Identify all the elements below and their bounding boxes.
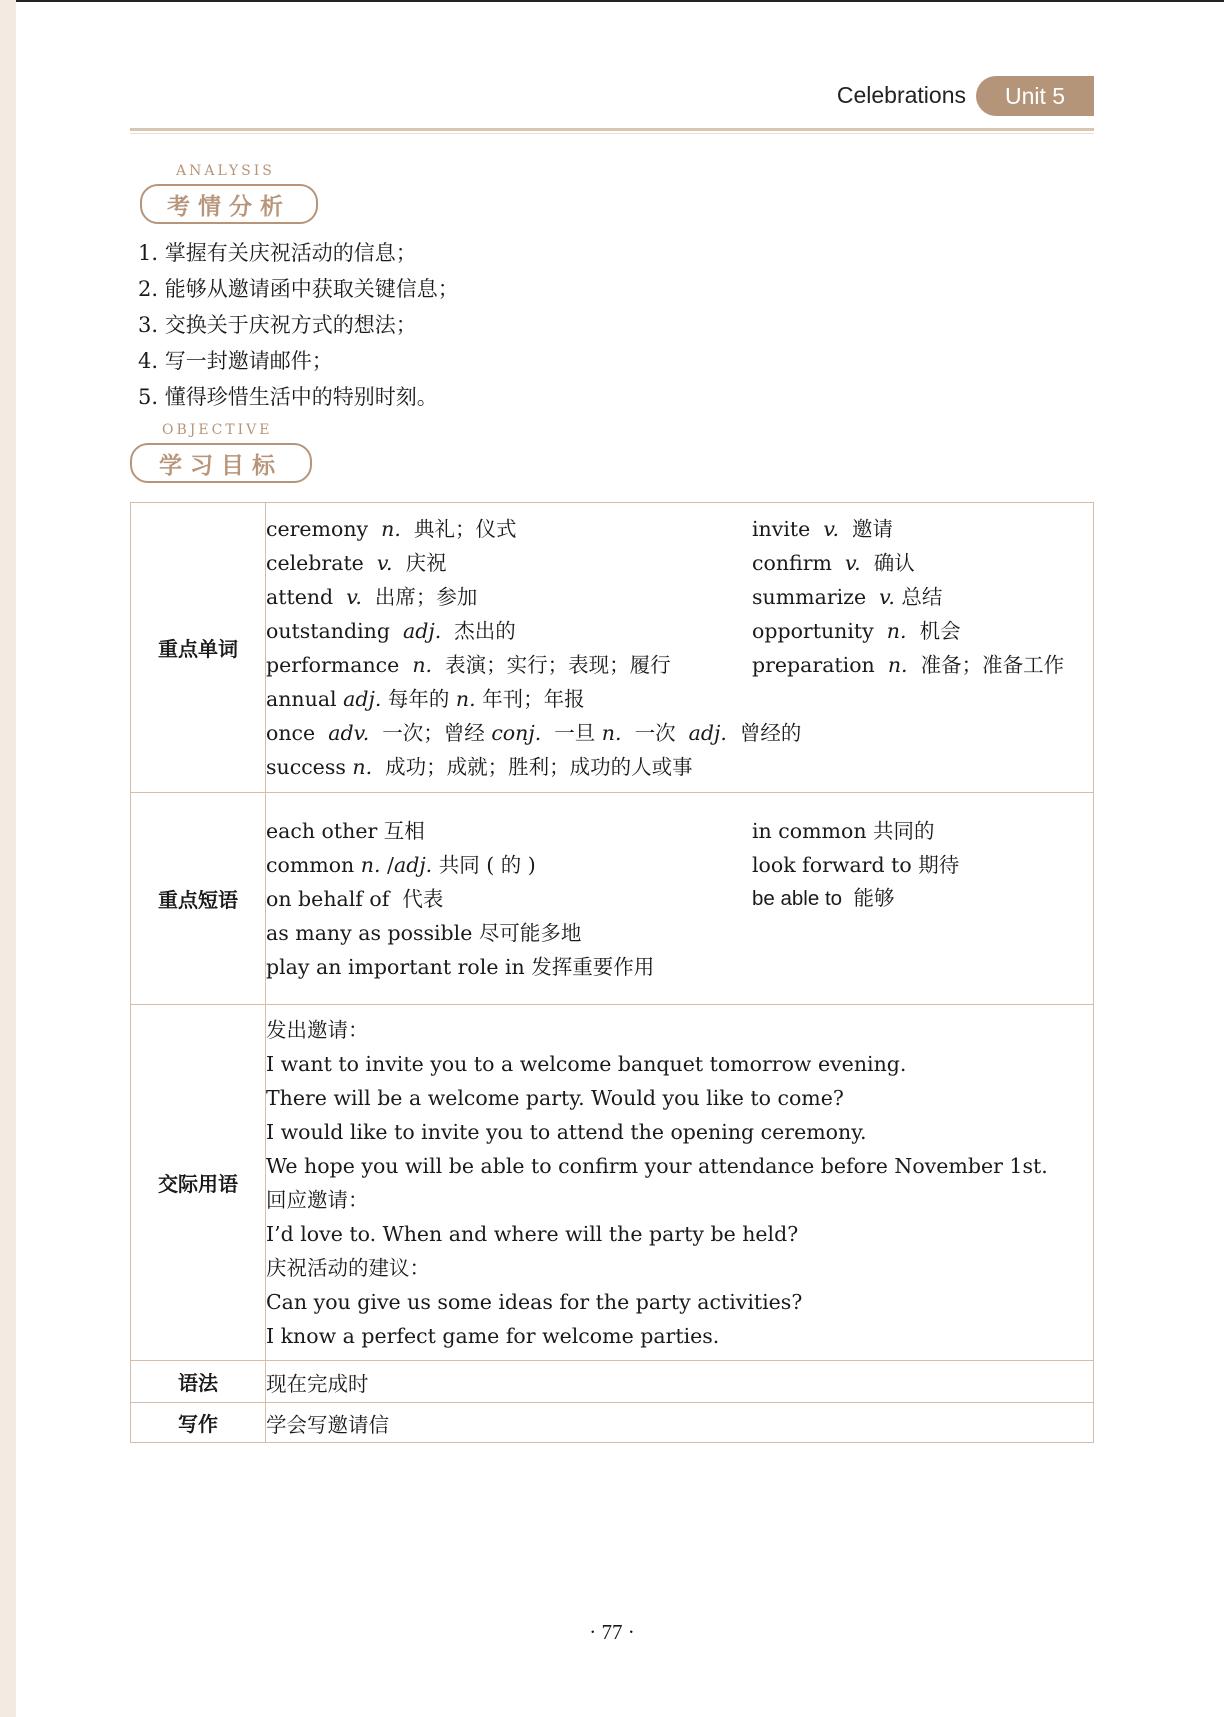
- vocab-entry: success n. 成功；成就；胜利；成功的人或事: [266, 754, 693, 779]
- phrase-entry: look forward to 期待: [752, 852, 960, 877]
- page-number: · 77 ·: [589, 1620, 635, 1644]
- writing-cell: 学会写邀请信: [266, 1403, 1094, 1443]
- vocab-entry: once adv. 一次；曾经 conj. 一旦 n. 一次 adj. 曾经的: [266, 720, 802, 745]
- table-row: [131, 1403, 1094, 1443]
- analysis-label-badge: 考情分析: [140, 184, 318, 224]
- list-item: 1. 掌握有关庆祝活动的信息；: [138, 241, 417, 265]
- objectives-table: [130, 502, 1094, 1443]
- vocab-entry: annual adj. 每年的 n. 年刊；年报: [266, 686, 585, 711]
- table-row: [131, 503, 1094, 793]
- page-edge-strip: [0, 0, 16, 1717]
- vocab-entry: celebrate v. 庆祝: [266, 550, 447, 575]
- vocab-entry: performance n. 表演；实行；表现；履行: [266, 652, 671, 677]
- category-cell: 写作: [131, 1403, 266, 1443]
- vocab-cell: [266, 503, 1094, 793]
- phrase-entry: common n. /adj. 共同 ( 的 ): [266, 852, 536, 877]
- comm-heading: 回应邀请：: [266, 1187, 369, 1212]
- table-row: [131, 793, 1094, 1005]
- category-cell: 语法: [131, 1361, 266, 1403]
- unit-badge: Unit 5: [976, 76, 1094, 116]
- phrase-entry: as many as possible 尽可能多地: [266, 920, 582, 945]
- table-row: [131, 1005, 1094, 1361]
- vocab-entry: confirm v. 确认: [752, 550, 915, 575]
- phrase-entry: play an important role in 发挥重要作用: [266, 954, 655, 979]
- objective-label-en: OBJECTIVE: [162, 422, 273, 438]
- vocab-entry: attend v. 出席；参加: [266, 584, 478, 609]
- header-rule: [130, 128, 1094, 131]
- vocab-entry: outstanding adj. 杰出的: [266, 618, 516, 643]
- grammar-cell: 现在完成时: [266, 1361, 1094, 1403]
- list-item: 5. 懂得珍惜生活中的特别时刻。: [138, 385, 438, 409]
- vocab-entry: preparation n. 准备；准备工作: [752, 652, 1065, 677]
- header-rule-thin: [130, 133, 1094, 134]
- list-item: 2. 能够从邀请函中获取关键信息；: [138, 277, 459, 301]
- list-item: 3. 交换关于庆祝方式的想法；: [138, 313, 417, 337]
- communication-cell: [266, 1005, 1094, 1361]
- comm-sentence: I know a perfect game for welcome parties.: [266, 1323, 720, 1348]
- comm-sentence: I want to invite you to a welcome banquet tomorrow evening.: [266, 1051, 907, 1076]
- vocab-entry: summarize v. 总结: [752, 584, 943, 609]
- analysis-list: [138, 235, 459, 415]
- vocab-entry: ceremony n. 典礼；仪式: [266, 516, 517, 541]
- list-item: 4. 写一封邀请邮件；: [138, 349, 333, 373]
- comm-sentence: There will be a welcome party. Would you like to come?: [266, 1085, 844, 1110]
- vocab-entry: opportunity n. 机会: [752, 618, 961, 643]
- category-cell: 交际用语: [131, 1005, 266, 1361]
- chapter-title: Celebrations: [836, 82, 966, 108]
- category-cell: 重点单词: [131, 503, 266, 793]
- phrase-entry: each other 互相: [266, 818, 425, 843]
- analysis-label-en: ANALYSIS: [176, 163, 275, 179]
- phrase-entry: in common 共同的: [752, 818, 935, 843]
- category-cell: 重点短语: [131, 793, 266, 1005]
- comm-heading: 庆祝活动的建议：: [266, 1255, 430, 1280]
- table-row: [131, 1361, 1094, 1403]
- phrase-entry: be able to 能够: [752, 886, 895, 910]
- phrase-entry: on behalf of 代表: [266, 886, 444, 911]
- comm-heading: 发出邀请：: [266, 1017, 369, 1042]
- comm-sentence: Can you give us some ideas for the party activities?: [266, 1289, 803, 1314]
- comm-sentence: I’d love to. When and where will the party be held?: [266, 1221, 799, 1246]
- phrases-cell: [266, 793, 1094, 1005]
- page-header: [130, 76, 1094, 134]
- comm-sentence: We hope you will be able to confirm your attendance before November 1st.: [266, 1153, 1048, 1178]
- top-border-line: [0, 0, 1224, 2]
- vocab-entry: invite v. 邀请: [752, 516, 894, 541]
- objective-label-badge: 学习目标: [130, 443, 312, 483]
- comm-sentence: I would like to invite you to attend the opening ceremony.: [266, 1119, 867, 1144]
